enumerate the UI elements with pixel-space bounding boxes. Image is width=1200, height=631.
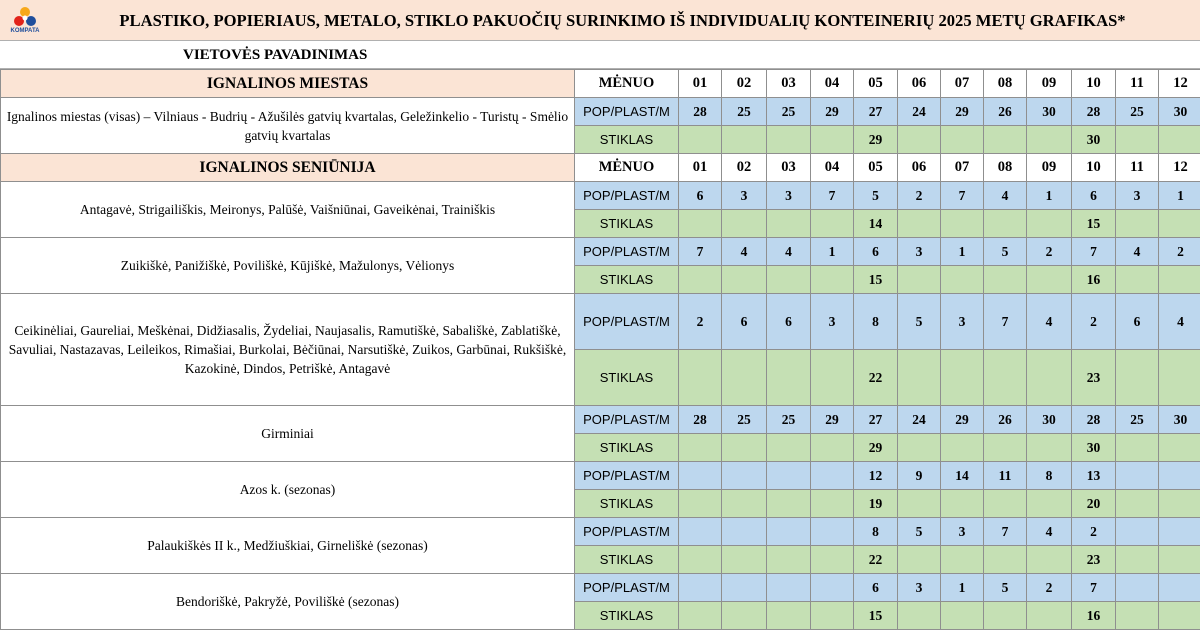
pickup-day-cell: 28 (1072, 98, 1116, 126)
pickup-day-cell (1116, 210, 1159, 238)
pickup-day-cell: 22 (854, 350, 898, 406)
month-header-02: 02 (722, 70, 767, 98)
pickup-day-cell: 16 (1072, 266, 1116, 294)
pickup-day-cell (811, 574, 854, 602)
pickup-day-cell (898, 350, 941, 406)
pickup-day-cell (811, 266, 854, 294)
logo-text: KOMPATA (10, 28, 40, 34)
table-row (1, 98, 1200, 126)
location-header-label: VIETOVĖS PAVADINIMAS (183, 47, 368, 63)
pickup-day-cell: 7 (1072, 238, 1116, 266)
section-name: IGNALINOS SENIŪNIJA (1, 154, 575, 182)
month-header-08: 08 (984, 154, 1027, 182)
pickup-day-cell (898, 546, 941, 574)
pickup-day-cell: 1 (1027, 182, 1072, 210)
title-bar (0, 0, 1200, 41)
pickup-day-cell (984, 266, 1027, 294)
pickup-day-cell: 7 (1072, 574, 1116, 602)
pickup-day-cell: 1 (811, 238, 854, 266)
pickup-day-cell (1159, 602, 1200, 630)
pickup-day-cell (679, 462, 722, 490)
waste-type-label: POP/PLAST/M (575, 182, 679, 210)
month-header-12: 12 (1159, 70, 1200, 98)
pickup-day-cell: 6 (1116, 294, 1159, 350)
pickup-day-cell (1027, 266, 1072, 294)
pickup-day-cell (679, 490, 722, 518)
pickup-day-cell (811, 546, 854, 574)
pickup-day-cell (722, 434, 767, 462)
pickup-day-cell (1116, 490, 1159, 518)
table-row (1, 182, 1200, 210)
pickup-day-cell: 5 (898, 518, 941, 546)
pickup-day-cell: 6 (767, 294, 811, 350)
waste-type-label: STIKLAS (575, 126, 679, 154)
pickup-day-cell: 29 (854, 126, 898, 154)
waste-type-label: POP/PLAST/M (575, 238, 679, 266)
pickup-day-cell: 2 (1072, 294, 1116, 350)
pickup-day-cell (767, 546, 811, 574)
pickup-day-cell: 30 (1027, 406, 1072, 434)
pickup-day-cell (1159, 546, 1200, 574)
page-title: PLASTIKO, POPIERIAUS, METALO, STIKLO PAKUOČIŲ SURINKIMO IŠ INDIVIDUALIŲ KONTEINERIŲ 2025 METŲ GRAFIKAS* (119, 11, 1126, 30)
pickup-day-cell (767, 350, 811, 406)
pickup-day-cell: 6 (854, 574, 898, 602)
pickup-day-cell: 27 (854, 406, 898, 434)
pickup-day-cell: 7 (941, 182, 984, 210)
pickup-day-cell (898, 210, 941, 238)
pickup-day-cell (722, 126, 767, 154)
pickup-day-cell (1116, 518, 1159, 546)
pickup-day-cell (941, 266, 984, 294)
pickup-day-cell (679, 210, 722, 238)
pickup-day-cell (811, 434, 854, 462)
pickup-day-cell: 6 (679, 182, 722, 210)
pickup-day-cell: 4 (1116, 238, 1159, 266)
pickup-day-cell: 3 (941, 294, 984, 350)
pickup-day-cell (941, 490, 984, 518)
pickup-day-cell (767, 434, 811, 462)
pickup-day-cell: 1 (941, 574, 984, 602)
pickup-day-cell: 28 (679, 98, 722, 126)
pickup-day-cell: 28 (1072, 406, 1116, 434)
pickup-day-cell: 13 (1072, 462, 1116, 490)
pickup-day-cell (1159, 518, 1200, 546)
month-header-01: 01 (679, 70, 722, 98)
table-row (1, 294, 1200, 350)
pickup-day-cell: 30 (1159, 98, 1200, 126)
pickup-day-cell (679, 350, 722, 406)
waste-type-label: STIKLAS (575, 490, 679, 518)
waste-type-label: STIKLAS (575, 266, 679, 294)
pickup-day-cell: 7 (984, 294, 1027, 350)
month-label: MĖNUO (575, 70, 679, 98)
pickup-day-cell (1027, 546, 1072, 574)
pickup-day-cell: 4 (1027, 518, 1072, 546)
pickup-day-cell: 23 (1072, 546, 1116, 574)
pickup-day-cell (722, 546, 767, 574)
pickup-day-cell (1159, 350, 1200, 406)
pickup-day-cell: 19 (854, 490, 898, 518)
pickup-day-cell: 29 (941, 98, 984, 126)
pickup-day-cell: 2 (1159, 238, 1200, 266)
waste-type-label: POP/PLAST/M (575, 98, 679, 126)
pickup-day-cell: 20 (1072, 490, 1116, 518)
pickup-day-cell: 3 (722, 182, 767, 210)
month-header-05: 05 (854, 154, 898, 182)
pickup-day-cell: 29 (941, 406, 984, 434)
pickup-day-cell (941, 126, 984, 154)
pickup-day-cell (679, 574, 722, 602)
waste-type-label: STIKLAS (575, 434, 679, 462)
pickup-day-cell (722, 462, 767, 490)
pickup-day-cell: 2 (679, 294, 722, 350)
pickup-day-cell: 11 (984, 462, 1027, 490)
table-row (1, 518, 1200, 546)
pickup-day-cell (1027, 434, 1072, 462)
pickup-day-cell: 5 (984, 238, 1027, 266)
pickup-day-cell: 3 (811, 294, 854, 350)
pickup-day-cell: 14 (941, 462, 984, 490)
pickup-day-cell (941, 602, 984, 630)
month-header-04: 04 (811, 154, 854, 182)
pickup-day-cell (1116, 266, 1159, 294)
pickup-day-cell (767, 462, 811, 490)
pickup-day-cell: 4 (767, 238, 811, 266)
pickup-day-cell (1027, 490, 1072, 518)
pickup-day-cell: 2 (1072, 518, 1116, 546)
pickup-day-cell: 1 (941, 238, 984, 266)
pickup-day-cell (811, 126, 854, 154)
pickup-day-cell (898, 266, 941, 294)
pickup-day-cell: 4 (1159, 294, 1200, 350)
pickup-day-cell: 2 (1027, 574, 1072, 602)
waste-type-label: STIKLAS (575, 210, 679, 238)
pickup-day-cell (984, 126, 1027, 154)
pickup-day-cell: 5 (898, 294, 941, 350)
location-name: Girminiai (1, 406, 575, 462)
pickup-day-cell (1116, 546, 1159, 574)
waste-type-label: POP/PLAST/M (575, 518, 679, 546)
pickup-day-cell: 4 (984, 182, 1027, 210)
pickup-day-cell: 8 (854, 294, 898, 350)
pickup-day-cell: 4 (722, 238, 767, 266)
pickup-day-cell (811, 518, 854, 546)
month-header-03: 03 (767, 154, 811, 182)
pickup-day-cell (1027, 126, 1072, 154)
pickup-day-cell: 25 (722, 406, 767, 434)
pickup-day-cell: 30 (1072, 434, 1116, 462)
pickup-day-cell (767, 490, 811, 518)
pickup-day-cell: 3 (767, 182, 811, 210)
table-row (1, 238, 1200, 266)
pickup-day-cell: 15 (854, 602, 898, 630)
month-header-07: 07 (941, 154, 984, 182)
month-header-09: 09 (1027, 154, 1072, 182)
table-row (1, 406, 1200, 434)
pickup-day-cell (722, 518, 767, 546)
pickup-day-cell (898, 490, 941, 518)
pickup-day-cell: 3 (941, 518, 984, 546)
pickup-day-cell (941, 350, 984, 406)
pickup-day-cell (679, 126, 722, 154)
pickup-day-cell: 12 (854, 462, 898, 490)
pickup-day-cell: 5 (984, 574, 1027, 602)
table-row (1, 574, 1200, 602)
location-name: Bendoriškė, Pakryžė, Poviliškė (sezonas) (1, 574, 575, 630)
pickup-day-cell: 15 (854, 266, 898, 294)
pickup-day-cell (679, 602, 722, 630)
pickup-day-cell: 5 (854, 182, 898, 210)
pickup-day-cell: 25 (767, 98, 811, 126)
section-header-row (1, 70, 1200, 98)
pickup-day-cell (941, 546, 984, 574)
pickup-day-cell: 2 (1027, 238, 1072, 266)
pickup-day-cell: 3 (1116, 182, 1159, 210)
pickup-day-cell: 25 (1116, 406, 1159, 434)
pickup-day-cell (722, 490, 767, 518)
waste-type-label: STIKLAS (575, 546, 679, 574)
pickup-day-cell (1116, 126, 1159, 154)
pickup-day-cell: 26 (984, 406, 1027, 434)
pickup-day-cell (1116, 462, 1159, 490)
month-header-08: 08 (984, 70, 1027, 98)
pickup-day-cell (722, 574, 767, 602)
pickup-day-cell (1116, 350, 1159, 406)
pickup-day-cell (1027, 210, 1072, 238)
pickup-day-cell: 15 (1072, 210, 1116, 238)
pickup-day-cell (1116, 434, 1159, 462)
month-header-05: 05 (854, 70, 898, 98)
month-header-11: 11 (1116, 70, 1159, 98)
month-header-02: 02 (722, 154, 767, 182)
pickup-day-cell (811, 490, 854, 518)
pickup-day-cell: 29 (811, 406, 854, 434)
pickup-day-cell (1159, 574, 1200, 602)
pickup-day-cell: 25 (767, 406, 811, 434)
location-name: Azos k. (sezonas) (1, 462, 575, 518)
pickup-day-cell (1116, 574, 1159, 602)
pickup-day-cell: 7 (679, 238, 722, 266)
pickup-day-cell (679, 546, 722, 574)
pickup-day-cell: 30 (1159, 406, 1200, 434)
pickup-day-cell: 25 (722, 98, 767, 126)
pickup-day-cell (1159, 434, 1200, 462)
pickup-day-cell (941, 210, 984, 238)
location-column-header (0, 41, 1200, 69)
pickup-day-cell: 6 (854, 238, 898, 266)
location-name: Ceikinėliai, Gaureliai, Meškėnai, Didžiasalis, Žydeliai, Naujasalis, Ramutiškė, Sabališkė, Zablatiškė, Savuliai, Nastazavas, Leileikos, Rimašiai, Burkolai, Bėčiūnai, Narsutiškė, Zuikos, Garbūnai, Rukšiškė, Kazokinė, Dindos, Petriškė, Antagavė (1, 294, 575, 406)
pickup-day-cell (984, 434, 1027, 462)
pickup-day-cell: 30 (1027, 98, 1072, 126)
pickup-day-cell (767, 602, 811, 630)
pickup-day-cell: 16 (1072, 602, 1116, 630)
pickup-day-cell (1159, 210, 1200, 238)
month-header-06: 06 (898, 154, 941, 182)
pickup-day-cell (898, 126, 941, 154)
pickup-day-cell (767, 518, 811, 546)
pickup-day-cell (1159, 266, 1200, 294)
pickup-day-cell: 25 (1116, 98, 1159, 126)
pickup-day-cell: 30 (1072, 126, 1116, 154)
pickup-day-cell (1159, 462, 1200, 490)
pickup-day-cell (984, 210, 1027, 238)
pickup-day-cell (1159, 490, 1200, 518)
pickup-day-cell (1027, 602, 1072, 630)
month-header-03: 03 (767, 70, 811, 98)
pickup-day-cell (767, 210, 811, 238)
waste-type-label: POP/PLAST/M (575, 462, 679, 490)
pickup-day-cell: 8 (1027, 462, 1072, 490)
pickup-day-cell: 26 (984, 98, 1027, 126)
month-header-07: 07 (941, 70, 984, 98)
section-name: IGNALINOS MIESTAS (1, 70, 575, 98)
waste-type-label: STIKLAS (575, 350, 679, 406)
month-header-11: 11 (1116, 154, 1159, 182)
pickup-day-cell (679, 266, 722, 294)
pickup-day-cell (1116, 602, 1159, 630)
table-row (1, 462, 1200, 490)
pickup-day-cell (679, 434, 722, 462)
pickup-day-cell (767, 126, 811, 154)
month-header-09: 09 (1027, 70, 1072, 98)
pickup-day-cell (679, 518, 722, 546)
location-name: Palaukiškės II k., Medžiuškiai, Girneliškė (sezonas) (1, 518, 575, 574)
month-header-06: 06 (898, 70, 941, 98)
pickup-day-cell: 7 (984, 518, 1027, 546)
pickup-day-cell: 6 (1072, 182, 1116, 210)
pickup-day-cell: 14 (854, 210, 898, 238)
pickup-day-cell (811, 462, 854, 490)
pickup-day-cell (722, 266, 767, 294)
pickup-day-cell: 27 (854, 98, 898, 126)
pickup-day-cell (984, 602, 1027, 630)
pickup-day-cell (811, 602, 854, 630)
location-name: Antagavė, Strigailiškis, Meironys, Palūšė, Vaišniūnai, Gaveikėnai, Trainiškis (1, 182, 575, 238)
pickup-day-cell (984, 490, 1027, 518)
pickup-day-cell (898, 434, 941, 462)
pickup-day-cell (1159, 126, 1200, 154)
pickup-day-cell (941, 434, 984, 462)
pickup-day-cell (722, 210, 767, 238)
month-header-10: 10 (1072, 70, 1116, 98)
pickup-day-cell (984, 546, 1027, 574)
pickup-day-cell: 24 (898, 406, 941, 434)
month-header-01: 01 (679, 154, 722, 182)
pickup-day-cell: 3 (898, 238, 941, 266)
pickup-day-cell: 28 (679, 406, 722, 434)
pickup-day-cell (898, 602, 941, 630)
pickup-day-cell (811, 350, 854, 406)
pickup-day-cell (1027, 350, 1072, 406)
waste-type-label: POP/PLAST/M (575, 294, 679, 350)
pickup-day-cell: 2 (898, 182, 941, 210)
pickup-day-cell: 24 (898, 98, 941, 126)
waste-type-label: POP/PLAST/M (575, 574, 679, 602)
month-header-04: 04 (811, 70, 854, 98)
pickup-day-cell (767, 574, 811, 602)
pickup-day-cell (722, 602, 767, 630)
pickup-day-cell: 7 (811, 182, 854, 210)
month-header-10: 10 (1072, 154, 1116, 182)
pickup-day-cell: 1 (1159, 182, 1200, 210)
location-name: Zuikiškė, Panižiškė, Poviliškė, Kūjiškė, Mažulonys, Vėlionys (1, 238, 575, 294)
waste-type-label: POP/PLAST/M (575, 406, 679, 434)
pickup-day-cell (984, 350, 1027, 406)
schedule-table (0, 69, 1200, 630)
pickup-day-cell: 9 (898, 462, 941, 490)
pickup-day-cell (767, 266, 811, 294)
month-header-12: 12 (1159, 154, 1200, 182)
location-name: Ignalinos miestas (visas) – Vilniaus - Budrių - Ažušilės gatvių kvartalas, Geležinkelio - Turistų - Smėlio gatvių kvartalas (1, 98, 575, 154)
pickup-day-cell: 4 (1027, 294, 1072, 350)
section-header-row (1, 154, 1200, 182)
pickup-day-cell: 29 (811, 98, 854, 126)
pickup-day-cell (811, 210, 854, 238)
pickup-day-cell: 6 (722, 294, 767, 350)
pickup-day-cell: 22 (854, 546, 898, 574)
pickup-day-cell: 8 (854, 518, 898, 546)
pickup-day-cell: 23 (1072, 350, 1116, 406)
month-label: MĖNUO (575, 154, 679, 182)
pickup-day-cell: 29 (854, 434, 898, 462)
pickup-day-cell: 3 (898, 574, 941, 602)
waste-type-label: STIKLAS (575, 602, 679, 630)
pickup-day-cell (722, 350, 767, 406)
